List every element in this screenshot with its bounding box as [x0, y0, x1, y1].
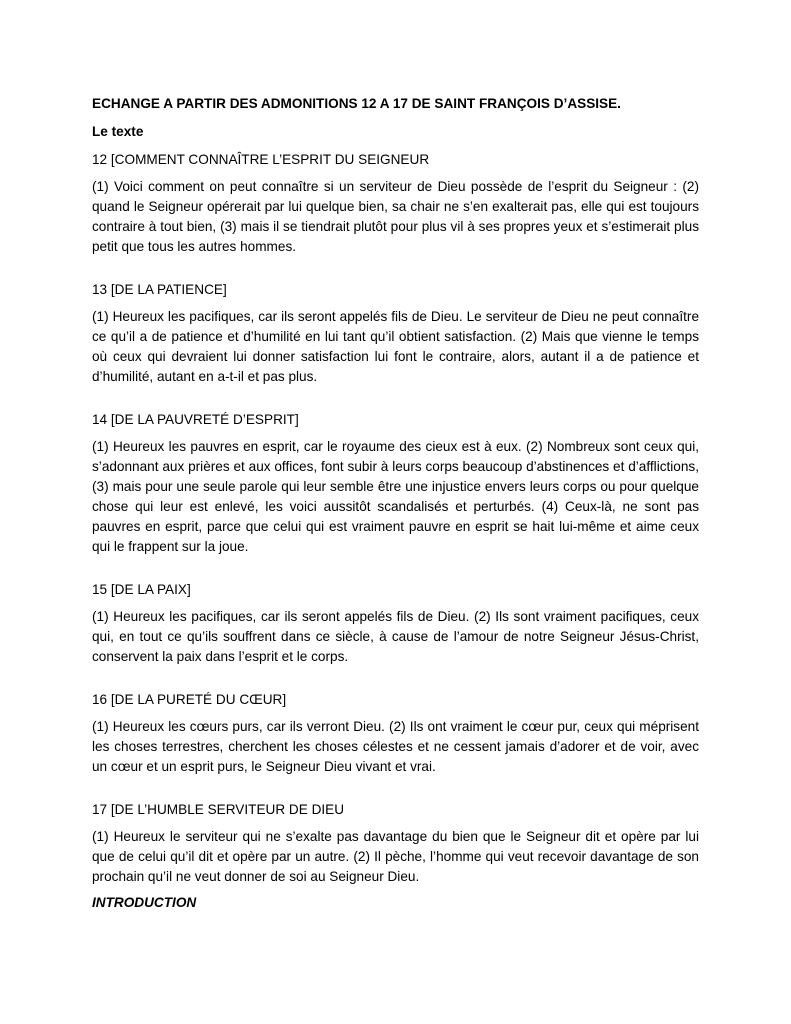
section-heading: 14 [DE LA PAUVRETÉ D’ESPRIT] — [92, 412, 299, 427]
section-text: (1) Voici comment on peut connaître si un serviteur de Dieu possède de l’esprit du Seigneur : (2) quand le Seigneur opérerait par lui quelque bien, sa chair ne s’en exalterait pas, elle qui est toujours contraire à tout bien, (3) mais il se tiendrait plutôt pour plus vil à ses propres yeux et s’estimerait plus petit que tous les autres hommes. — [92, 179, 699, 254]
section-16 — [92, 690, 699, 777]
section-heading: 17 [DE L’HUMBLE SERVITEUR DE DIEU — [92, 802, 345, 817]
section-text: (1) Heureux les pacifiques, car ils seront appelés fils de Dieu. Le serviteur de Dieu ne peut connaître ce qu’il a de patience et d’humilité en lui tant qu’il obtient satisfaction. (2) Mais que vienne le temps où ceux qui devraient lui donner satisfaction lui font le contraire, alors, autant il a de patience et d’humilité, autant en a-t-il et pas plus. — [92, 309, 699, 384]
section-heading: 12 [COMMENT CONNAÎTRE L’ESPRIT DU SEIGNEUR — [92, 152, 430, 167]
section-13 — [92, 280, 699, 387]
section-text: (1) Heureux le serviteur qui ne s’exalte pas davantage du bien que le Seigneur dit et opère par lui que de celui qu’il dit et opère par un autre. (2) Il pèche, l’homme qui veut recevoir davantage de son prochain qu’il ne veut donner de soi au Seigneur Dieu. — [92, 829, 699, 884]
closing-heading: INTRODUCTION — [92, 895, 197, 910]
section-text: (1) Heureux les cœurs purs, car ils verront Dieu. (2) Ils ont vraiment le cœur pur, ceux qui méprisent les choses terrestres, cherchent les choses célestes et ne cessent jamais d’adorer et de voir, avec un cœur et un esprit purs, le Seigneur Dieu vivant et vrai. — [92, 719, 699, 774]
section-12 — [92, 150, 699, 257]
document-subtitle: Le texte — [92, 124, 144, 139]
section-heading: 13 [DE LA PATIENCE] — [92, 282, 227, 297]
section-14 — [92, 410, 699, 557]
section-text: (1) Heureux les pauvres en esprit, car le royaume des cieux est à eux. (2) Nombreux sont ceux qui, s’adonnant aux prières et aux offices, font subir à leurs corps beaucoup d’abstinences et d’afflictions, (3) mais pour une seule parole qui leur semble être une injustice envers leurs corps ou pour quelque chose qui leur est enlevé, les voici aussitôt scandalisés et perturbés. (4) Ceux-là, ne sont pas pauvres en esprit, parce que celui qui est vraiment pauvre en esprit se hait lui-même et aime ceux qui le frappent sur la joue. — [92, 439, 699, 554]
section-17 — [92, 800, 699, 887]
section-heading: 16 [DE LA PURETÉ DU CŒUR] — [92, 692, 287, 707]
section-heading: 15 [DE LA PAIX] — [92, 582, 191, 597]
section-text: (1) Heureux les pacifiques, car ils seront appelés fils de Dieu. (2) Ils sont vraiment pacifiques, ceux qui, en tout ce qu’ils souffrent dans ce siècle, à cause de l’amour de notre Seigneur Jésus-Christ, conservent la paix dans l’esprit et le corps. — [92, 609, 699, 664]
section-15 — [92, 580, 699, 667]
document-page — [92, 94, 699, 913]
document-title: ECHANGE A PARTIR DES ADMONITIONS 12 A 17 DE SAINT FRANÇOIS D’ASSISE. — [92, 96, 621, 111]
